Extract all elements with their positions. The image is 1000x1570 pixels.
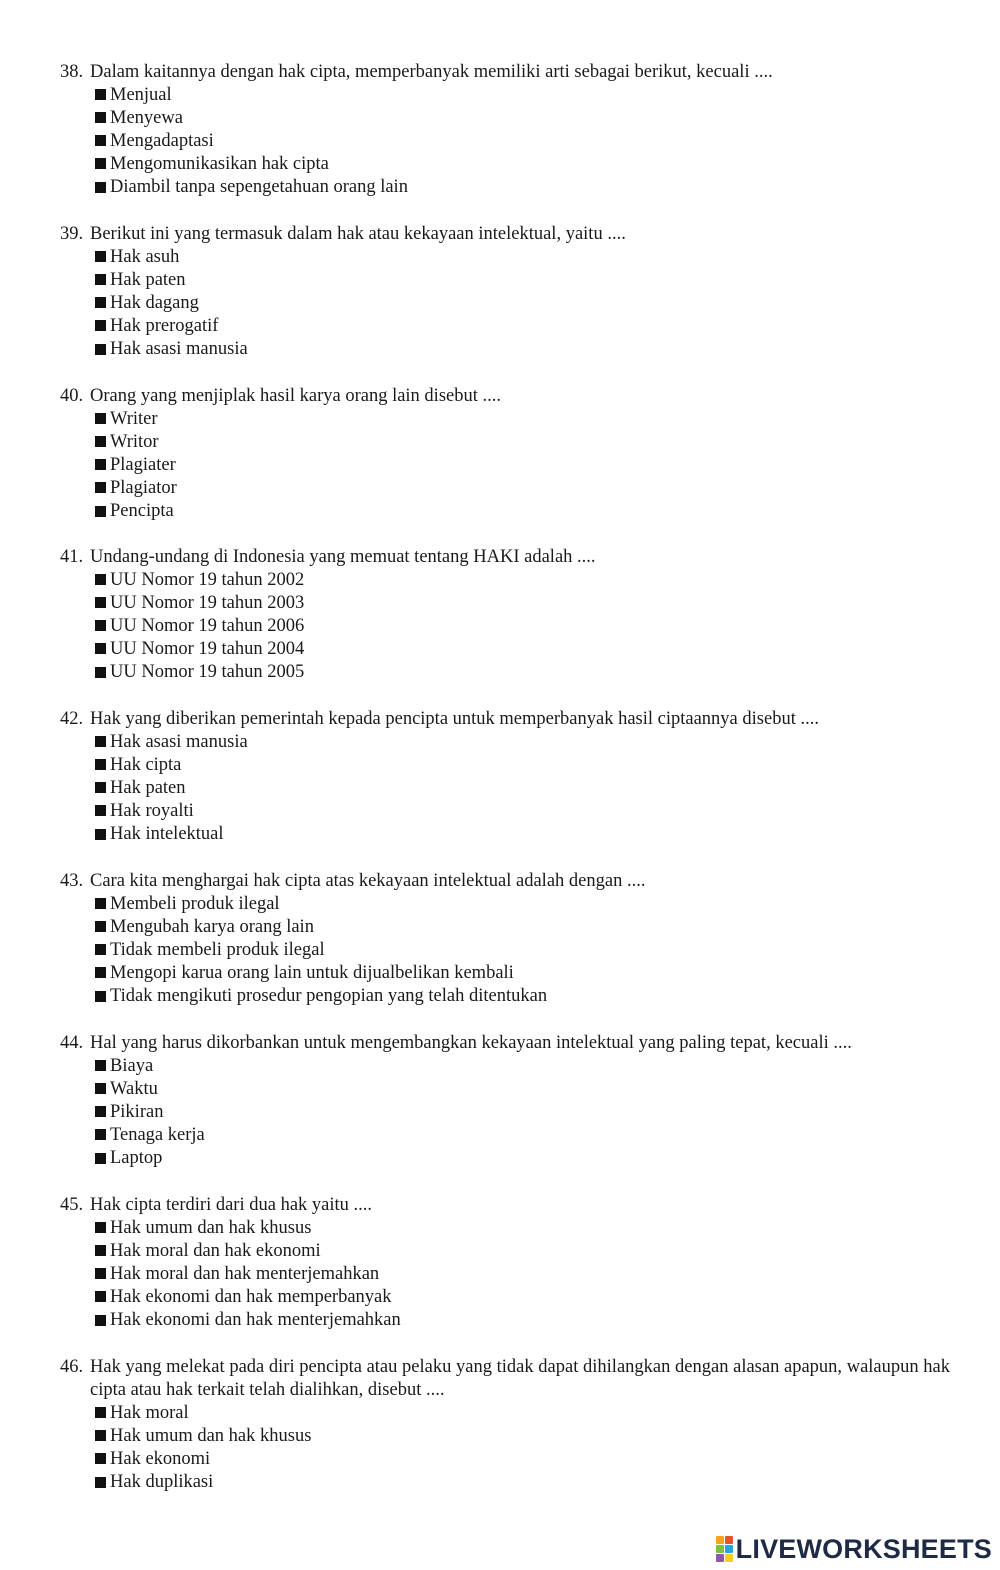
option-label: Pencipta [110, 501, 174, 522]
square-bullet-icon [95, 1477, 106, 1488]
option-label: Hak ekonomi dan hak menterjemahkan [110, 1310, 401, 1331]
question-number: 43. [60, 871, 84, 891]
option-a[interactable] [95, 84, 950, 107]
square-bullet-icon [95, 344, 106, 355]
square-bullet-icon [95, 1291, 106, 1302]
question-number: 38. [60, 62, 84, 82]
question-text [60, 385, 950, 408]
option-c[interactable] [95, 130, 950, 153]
square-bullet-icon [95, 1222, 106, 1233]
square-bullet-icon [95, 944, 106, 955]
square-bullet-icon [95, 274, 106, 285]
option-label: Writer [110, 409, 158, 430]
question-42 [60, 708, 950, 847]
question-number: 41. [60, 547, 84, 567]
square-bullet-icon [95, 506, 106, 517]
square-bullet-icon [95, 320, 106, 331]
option-a[interactable] [95, 893, 950, 916]
option-label: Menyewa [110, 108, 183, 129]
option-label: Hak ekonomi [110, 1449, 211, 1470]
question-prompt: Undang-undang di Indonesia yang memuat tentang HAKI adalah .... [90, 547, 596, 567]
option-label: Hak prerogatif [110, 316, 219, 337]
logo-mark-icon [716, 1536, 733, 1562]
option-b[interactable] [95, 916, 950, 939]
square-bullet-icon [95, 759, 106, 770]
option-label: Pikiran [110, 1102, 164, 1123]
square-bullet-icon [95, 1060, 106, 1071]
option-label: Hak paten [110, 778, 186, 799]
square-bullet-icon [95, 1453, 106, 1464]
question-text [60, 546, 950, 569]
option-label: Hak moral [110, 1403, 189, 1424]
option-label: Diambil tanpa sepengetahuan orang lain [110, 177, 408, 198]
square-bullet-icon [95, 805, 106, 816]
options-list [60, 84, 950, 199]
option-label: Hak duplikasi [110, 1472, 214, 1493]
question-prompt: Hak yang diberikan pemerintah kepada pencipta untuk memperbanyak hasil ciptaannya disebut .... [90, 709, 819, 729]
square-bullet-icon [95, 1106, 106, 1117]
question-text [60, 870, 950, 893]
option-label: Hak royalti [110, 801, 194, 822]
option-label: Plagiater [110, 455, 176, 476]
square-bullet-icon [95, 1153, 106, 1164]
option-d[interactable] [95, 477, 950, 500]
option-b[interactable] [95, 754, 950, 777]
square-bullet-icon [95, 1129, 106, 1140]
option-b[interactable] [95, 431, 950, 454]
options-list [60, 893, 950, 1008]
option-label: Hak asasi manusia [110, 732, 248, 753]
option-b[interactable] [95, 1078, 950, 1101]
option-e[interactable] [95, 338, 950, 361]
options-list [60, 569, 950, 684]
logo-tile [716, 1545, 724, 1553]
square-bullet-icon [95, 898, 106, 909]
logo-tile [716, 1536, 724, 1544]
option-c[interactable] [95, 454, 950, 477]
question-text [60, 1356, 950, 1402]
square-bullet-icon [95, 182, 106, 193]
option-label: Tidak membeli produk ilegal [110, 940, 325, 961]
option-a[interactable] [95, 1402, 950, 1425]
question-number: 42. [60, 709, 84, 729]
option-e[interactable] [95, 823, 950, 846]
option-e[interactable] [95, 176, 950, 199]
option-b[interactable] [95, 1240, 950, 1263]
square-bullet-icon [95, 89, 106, 100]
option-a[interactable] [95, 246, 950, 269]
option-label: Mengubah karya orang lain [110, 917, 314, 938]
options-list [60, 1402, 950, 1494]
option-label: UU Nomor 19 tahun 2005 [110, 662, 305, 683]
option-d[interactable] [95, 800, 950, 823]
square-bullet-icon [95, 597, 106, 608]
option-b[interactable] [95, 592, 950, 615]
square-bullet-icon [95, 135, 106, 146]
options-list [60, 246, 950, 361]
option-e[interactable] [95, 1309, 950, 1332]
option-label: UU Nomor 19 tahun 2006 [110, 616, 305, 637]
question-number: 45. [60, 1195, 84, 1215]
square-bullet-icon [95, 297, 106, 308]
option-d[interactable] [95, 962, 950, 985]
question-number: 46. [60, 1357, 84, 1377]
option-e[interactable] [95, 661, 950, 684]
option-a[interactable] [95, 1217, 950, 1240]
logo-tile [725, 1554, 733, 1562]
option-label: UU Nomor 19 tahun 2004 [110, 639, 305, 660]
question-46 [60, 1356, 950, 1495]
option-label: Menjual [110, 85, 172, 106]
question-prompt: Berikut ini yang termasuk dalam hak atau kekayaan intelektual, yaitu .... [90, 224, 626, 244]
square-bullet-icon [95, 643, 106, 654]
question-41 [60, 546, 950, 685]
option-b[interactable] [95, 1425, 950, 1448]
logo-tile [725, 1536, 733, 1544]
option-b[interactable] [95, 107, 950, 130]
option-c[interactable] [95, 292, 950, 315]
option-label: Membeli produk ilegal [110, 894, 280, 915]
question-43 [60, 870, 950, 1009]
square-bullet-icon [95, 1245, 106, 1256]
option-label: Plagiator [110, 478, 177, 499]
option-e[interactable] [95, 500, 950, 523]
question-text [60, 708, 950, 731]
option-d[interactable] [95, 638, 950, 661]
option-c[interactable] [95, 777, 950, 800]
logo-tile [716, 1554, 724, 1562]
option-label: Hak paten [110, 270, 186, 291]
option-label: Hak moral dan hak ekonomi [110, 1241, 321, 1262]
option-b[interactable] [95, 269, 950, 292]
option-label: Hak umum dan hak khusus [110, 1218, 312, 1239]
option-label: Hak dagang [110, 293, 199, 314]
option-a[interactable] [95, 1055, 950, 1078]
option-e[interactable] [95, 985, 950, 1008]
options-list [60, 1055, 950, 1170]
question-number: 40. [60, 386, 84, 406]
question-text [60, 1032, 950, 1055]
square-bullet-icon [95, 667, 106, 678]
option-d[interactable] [95, 1286, 950, 1309]
square-bullet-icon [95, 921, 106, 932]
question-prompt: Hak cipta terdiri dari dua hak yaitu .... [90, 1195, 373, 1215]
options-list [60, 408, 950, 523]
option-e[interactable] [95, 1147, 950, 1170]
square-bullet-icon [95, 158, 106, 169]
square-bullet-icon [95, 620, 106, 631]
option-label: UU Nomor 19 tahun 2003 [110, 593, 305, 614]
question-text [60, 223, 950, 246]
square-bullet-icon [95, 991, 106, 1002]
square-bullet-icon [95, 436, 106, 447]
question-text [60, 1194, 950, 1217]
option-c[interactable] [95, 1263, 950, 1286]
option-c[interactable] [95, 615, 950, 638]
option-label: Laptop [110, 1148, 163, 1169]
square-bullet-icon [95, 1407, 106, 1418]
square-bullet-icon [95, 574, 106, 585]
square-bullet-icon [95, 251, 106, 262]
square-bullet-icon [95, 413, 106, 424]
option-d[interactable] [95, 315, 950, 338]
square-bullet-icon [95, 1268, 106, 1279]
question-number: 44. [60, 1033, 84, 1053]
option-a[interactable] [95, 731, 950, 754]
option-a[interactable] [95, 408, 950, 431]
option-label: Mengadaptasi [110, 131, 214, 152]
option-label: UU Nomor 19 tahun 2002 [110, 570, 305, 591]
question-prompt: Hak yang melekat pada diri pencipta atau pelaku yang tidak dapat dihilangkan dengan alasan apapun, walaupun hak cipta atau hak terkait telah dialihkan, disebut .... [90, 1357, 950, 1401]
option-label: Biaya [110, 1056, 154, 1077]
square-bullet-icon [95, 967, 106, 978]
square-bullet-icon [95, 829, 106, 840]
option-d[interactable] [95, 1124, 950, 1147]
square-bullet-icon [95, 782, 106, 793]
option-label: Hak cipta [110, 755, 182, 776]
option-label: Waktu [110, 1079, 158, 1100]
question-38 [60, 61, 950, 200]
option-a[interactable] [95, 569, 950, 592]
logo-tile [725, 1545, 733, 1553]
option-c[interactable] [95, 939, 950, 962]
question-39 [60, 223, 950, 362]
liveworksheets-logo[interactable] [716, 1534, 992, 1564]
logo-text: LIVEWORKSHEETS [735, 1534, 992, 1564]
options-list [60, 731, 950, 846]
option-label: Tidak mengikuti prosedur pengopian yang telah ditentukan [110, 986, 548, 1007]
square-bullet-icon [95, 736, 106, 747]
question-text [60, 61, 950, 84]
option-label: Mengomunikasikan hak cipta [110, 154, 329, 175]
square-bullet-icon [95, 482, 106, 493]
question-44 [60, 1032, 950, 1171]
square-bullet-icon [95, 1430, 106, 1441]
square-bullet-icon [95, 459, 106, 470]
square-bullet-icon [95, 1083, 106, 1094]
question-prompt: Cara kita menghargai hak cipta atas kekayaan intelektual adalah dengan .... [90, 871, 646, 891]
option-label: Hak intelektual [110, 824, 224, 845]
option-c[interactable] [95, 1448, 950, 1471]
question-prompt: Orang yang menjiplak hasil karya orang lain disebut .... [90, 386, 502, 406]
question-prompt: Hal yang harus dikorbankan untuk mengembangkan kekayaan intelektual yang paling tepat, kecuali .... [90, 1033, 852, 1053]
question-45 [60, 1194, 950, 1333]
option-label: Tenaga kerja [110, 1125, 205, 1146]
option-d[interactable] [95, 153, 950, 176]
option-label: Hak asasi manusia [110, 339, 248, 360]
square-bullet-icon [95, 112, 106, 123]
option-d[interactable] [95, 1471, 950, 1494]
option-label: Hak umum dan hak khusus [110, 1426, 312, 1447]
option-label: Writor [110, 432, 159, 453]
square-bullet-icon [95, 1315, 106, 1326]
option-label: Hak ekonomi dan hak memperbanyak [110, 1287, 392, 1308]
question-prompt: Dalam kaitannya dengan hak cipta, memperbanyak memiliki arti sebagai berikut, kecuali .... [90, 62, 773, 82]
option-label: Hak moral dan hak menterjemahkan [110, 1264, 380, 1285]
options-list [60, 1217, 950, 1332]
question-40 [60, 385, 950, 524]
option-label: Mengopi karua orang lain untuk dijualbelikan kembali [110, 963, 514, 984]
option-c[interactable] [95, 1101, 950, 1124]
question-number: 39. [60, 224, 84, 244]
option-label: Hak asuh [110, 247, 180, 268]
